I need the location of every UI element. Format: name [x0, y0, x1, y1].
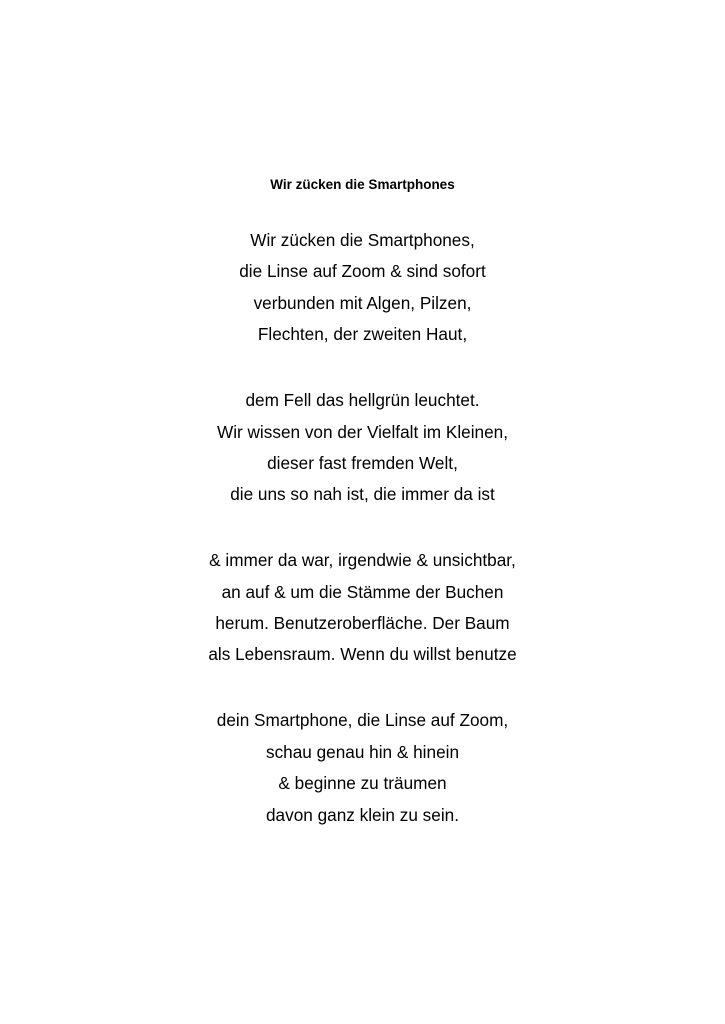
poem-line: dem Fell das hellgrün leuchtet. — [245, 390, 480, 411]
poem-line: Wir zücken die Smartphones, — [250, 230, 475, 250]
poem-line: Flechten, der zweiten Haut, — [257, 324, 468, 345]
poem-line: die uns so nah ist, die immer da ist — [230, 484, 495, 505]
poem-line: dieser fast fremden Welt, — [267, 452, 458, 473]
poem-line: schau genau hin & hinein — [265, 741, 460, 762]
poem-line: herum. Benutzeroberfläche. Der Baum — [215, 613, 510, 634]
stanza-1 — [0, 225, 725, 351]
poem-line: verbunden mit Algen, Pilzen, — [253, 292, 472, 313]
poem-line: dein Smartphone, die Linse auf Zoom, — [216, 710, 509, 731]
poem-line: als Lebensraum. Wenn du willst benutze — [208, 644, 517, 665]
poem-line: die Linse auf Zoom & sind sofort — [239, 261, 486, 282]
poem-line: & immer da war, irgendwie & unsichtbar, — [209, 550, 516, 571]
poem-line: Wir wissen von der Vielfalt im Kleinen, — [216, 421, 509, 442]
poem-title: Wir zücken die Smartphones — [270, 177, 455, 192]
poem-body — [0, 225, 725, 866]
poem-line: davon ganz klein zu sein. — [265, 804, 459, 825]
poem-line: an auf & um die Stämme der Buchen — [221, 581, 504, 602]
poem-line: & beginne zu träumen — [278, 773, 447, 794]
stanza-4 — [0, 705, 725, 831]
stanza-3 — [0, 545, 725, 671]
stanza-2 — [0, 385, 725, 511]
